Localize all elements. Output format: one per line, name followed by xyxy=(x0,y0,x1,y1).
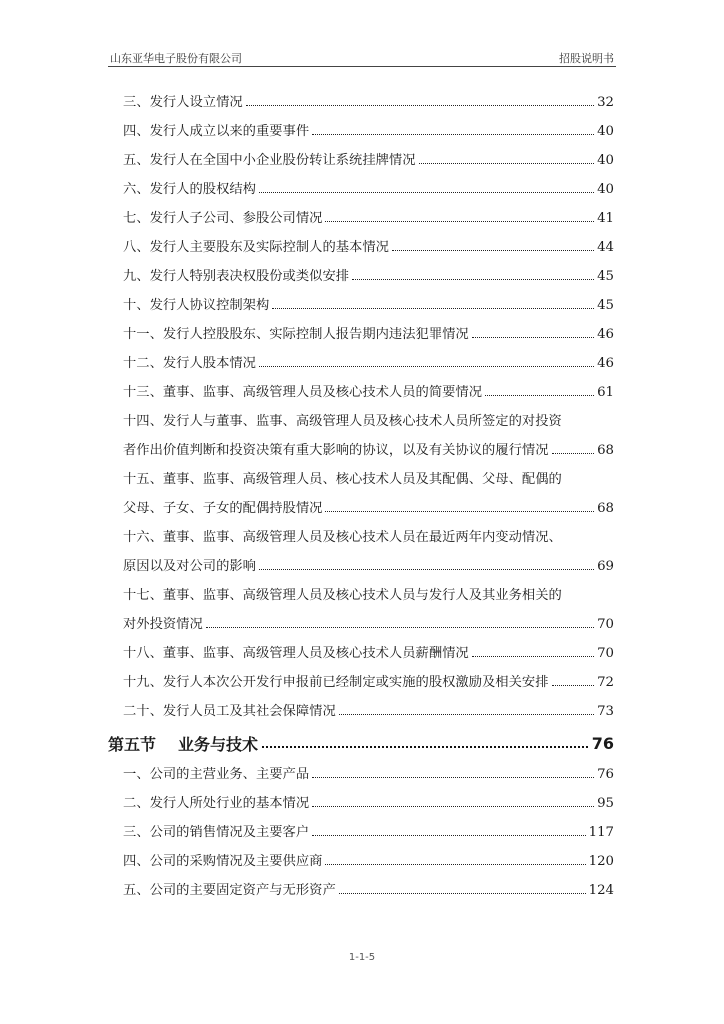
toc-entry-continuation[interactable]: 父母、子女、子女的配偶持股情况 68 xyxy=(123,500,614,516)
toc-entry[interactable]: 十六、董事、监事、高级管理人员及核心技术人员在最近两年内变动情况、 xyxy=(123,529,562,545)
toc-entry[interactable]: 五、公司的主要固定资产与无形资产 124 xyxy=(123,882,614,898)
toc-entry[interactable]: 九、发行人特别表决权股份或类似安排 45 xyxy=(123,268,614,284)
toc-page-number: 41 xyxy=(597,210,614,226)
toc-entry-continuation[interactable]: 对外投资情况 70 xyxy=(123,616,614,632)
toc-page-number: 32 xyxy=(597,94,614,110)
toc-entry[interactable]: 七、发行人子公司、参股公司情况 41 xyxy=(123,210,614,226)
toc-page-number: 40 xyxy=(597,123,614,139)
toc-page-number: 61 xyxy=(597,384,614,400)
toc-entry[interactable]: 五、发行人在全国中小企业股份转让系统挂牌情况 40 xyxy=(123,152,614,168)
toc-entry[interactable]: 十、发行人协议控制架构 45 xyxy=(123,297,614,313)
toc-entry[interactable]: 四、发行人成立以来的重要事件 40 xyxy=(123,123,614,139)
toc-page-number: 45 xyxy=(597,268,614,284)
header-company-name: 山东亚华电子股份有限公司 xyxy=(110,52,242,65)
toc-page-number: 45 xyxy=(597,297,614,313)
section-title: 业务与技术 xyxy=(178,734,259,754)
toc-page-number: 68 xyxy=(597,500,614,516)
toc-page-number: 40 xyxy=(597,181,614,197)
toc-entry[interactable]: 十二、发行人股本情况 46 xyxy=(123,355,614,371)
toc-entry-continuation[interactable]: 者作出价值判断和投资决策有重大影响的协议，以及有关协议的履行情况 68 xyxy=(123,442,614,458)
toc-entry[interactable]: 三、公司的销售情况及主要客户 117 xyxy=(123,824,614,840)
toc-entry[interactable]: 十九、发行人本次公开发行申报前已经制定或实施的股权激励及相关安排 72 xyxy=(123,674,614,690)
toc-page-number: 40 xyxy=(597,152,614,168)
toc-entry[interactable]: 十五、董事、监事、高级管理人员、核心技术人员及其配偶、父母、配偶的 xyxy=(123,471,562,487)
toc-page-number: 46 xyxy=(597,355,614,371)
section-page-number: 76 xyxy=(591,733,614,753)
toc-page-number: 69 xyxy=(597,558,614,574)
toc-page-number: 68 xyxy=(597,442,614,458)
header-divider xyxy=(108,66,616,67)
toc-page-number: 117 xyxy=(588,824,614,840)
toc-entry[interactable]: 十四、发行人与董事、监事、高级管理人员及核心技术人员所签定的对投资 xyxy=(123,413,562,429)
header-document-type: 招股说明书 xyxy=(559,52,614,65)
toc-entry[interactable]: 三、发行人设立情况 32 xyxy=(123,94,614,110)
toc-page-number: 120 xyxy=(588,853,614,869)
toc-page-number: 72 xyxy=(597,674,614,690)
toc-entry[interactable]: 二、发行人所处行业的基本情况 95 xyxy=(123,795,614,811)
toc-entry[interactable]: 四、公司的采购情况及主要供应商 120 xyxy=(123,853,614,869)
toc-page-number: 73 xyxy=(597,703,614,719)
toc-section-heading[interactable] xyxy=(108,726,614,760)
toc-entry[interactable]: 八、发行人主要股东及实际控制人的基本情况 44 xyxy=(123,239,614,255)
footer-page-number: 1-1-5 xyxy=(348,952,376,963)
table-of-contents xyxy=(108,88,614,905)
toc-page-number: 70 xyxy=(597,645,614,661)
toc-entry[interactable]: 十七、董事、监事、高级管理人员及核心技术人员与发行人及其业务相关的 xyxy=(123,587,562,603)
toc-page-number: 124 xyxy=(588,882,614,898)
toc-page-number: 44 xyxy=(597,239,614,255)
toc-entry[interactable]: 十一、发行人控股股东、实际控制人报告期内违法犯罪情况 46 xyxy=(123,326,614,342)
toc-page-number: 95 xyxy=(597,795,614,811)
page-footer xyxy=(0,952,724,963)
toc-entry-continuation[interactable]: 原因以及对公司的影响 69 xyxy=(123,558,614,574)
toc-entry[interactable]: 十三、董事、监事、高级管理人员及核心技术人员的简要情况 61 xyxy=(123,384,614,400)
toc-entry[interactable]: 一、公司的主营业务、主要产品 76 xyxy=(123,766,614,782)
toc-page-number: 70 xyxy=(597,616,614,632)
toc-page-number: 76 xyxy=(597,766,614,782)
toc-entry[interactable]: 六、发行人的股权结构 40 xyxy=(123,181,614,197)
toc-page-number: 46 xyxy=(597,326,614,342)
toc-entry[interactable]: 二十、发行人员工及其社会保障情况 73 xyxy=(123,703,614,719)
page-header xyxy=(108,50,616,66)
toc-entry[interactable]: 十八、董事、监事、高级管理人员及核心技术人员薪酬情况 70 xyxy=(123,645,614,661)
section-label: 第五节 xyxy=(108,734,157,754)
